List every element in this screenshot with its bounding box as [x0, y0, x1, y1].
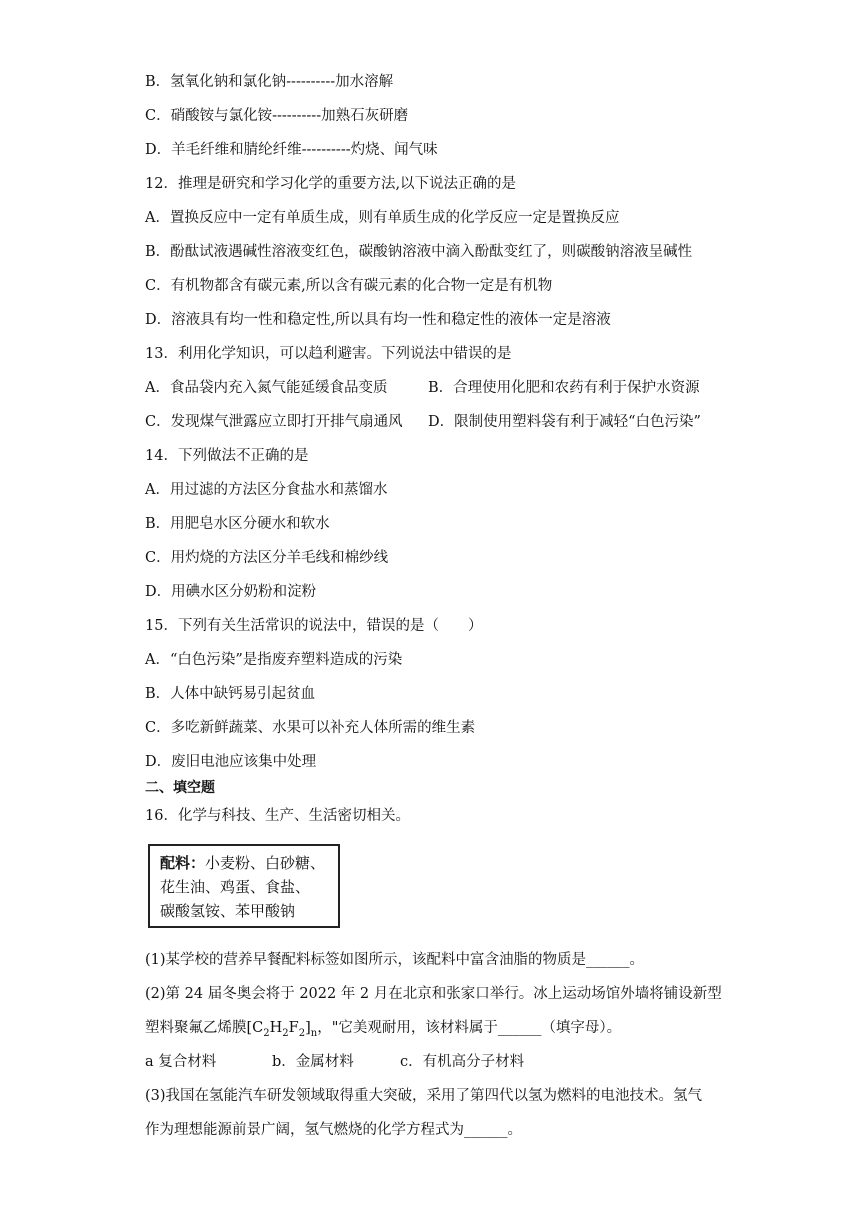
q16-part-2-line-2: 塑料聚氟乙烯膜$[C_2H_2F_2]_n$，"它美观耐用，该材料属于______（填字母）。 [145, 1020, 622, 1039]
q13-option-d: D．限制使用塑料袋有利于减轻“白色污染” [428, 414, 701, 430]
q16-part-2-choice-b: b．金属材料 [272, 1054, 354, 1070]
q11-option-c: C．硝酸铵与氯化铵----------加熟石灰研磨 [145, 108, 409, 124]
q16-part-2-choice-c: c．有机高分子材料 [400, 1054, 525, 1070]
q12-option-d: D．溶液具有均一性和稳定性,所以具有均一性和稳定性的液体一定是溶液 [145, 312, 611, 328]
q15-option-b: B．人体中缺钙易引起贫血 [145, 686, 316, 702]
q15-stem: 15．下列有关生活常识的说法中，错误的是（ ） [145, 618, 483, 634]
ingredient-label-line-1: 配料：小麦粉、白砂糖、 [160, 854, 326, 872]
ingredient-label-line-2: 花生油、鸡蛋、食盐、 [160, 878, 311, 896]
q16-part-3-line-1: (3)我国在氢能汽车研发领域取得重大突破，采用了第四代以氢为燃料的电池技术。氢气 [145, 1088, 703, 1104]
q12-option-c: C．有机物都含有碳元素,所以含有碳元素的化合物一定是有机物 [145, 278, 553, 294]
q15-option-c: C．多吃新鲜蔬菜、水果可以补充人体所需的维生素 [145, 720, 476, 736]
q14-stem: 14．下列做法不正确的是 [145, 448, 309, 464]
q15-option-d: D．废旧电池应该集中处理 [145, 754, 317, 770]
ingredient-label-line-3: 碳酸氢铵、苯甲酸钠 [160, 902, 296, 920]
q11-option-d: D．羊毛纤维和腈纶纤维----------灼烧、闻气味 [145, 142, 438, 158]
q16-part-3-line-2: 作为理想能源前景广阔，氢气燃烧的化学方程式为______。 [145, 1122, 522, 1138]
q13-option-c: C．发现煤气泄露应立即打开排气扇通风 [145, 414, 403, 430]
q12-stem: 12．推理是研究和学习化学的重要方法,以下说法正确的是 [145, 176, 517, 192]
q13-stem: 13．利用化学知识，可以趋利避害。下列说法中错误的是 [145, 346, 512, 362]
q14-option-d: D．用碘水区分奶粉和淀粉 [145, 584, 317, 600]
q16-stem: 16．化学与科技、生产、生活密切相关。 [145, 808, 410, 824]
q14-option-b: B．用肥皂水区分硬水和软水 [145, 516, 330, 532]
q14-option-a: A．用过滤的方法区分食盐水和蒸馏水 [145, 482, 388, 498]
q12-option-b: B．酚酞试液遇碱性溶液变红色，碳酸钠溶液中滴入酚酞变红了，则碳酸钠溶液呈碱性 [145, 244, 693, 260]
q13-option-a: A．食品袋内充入氮气能延缓食品变质 [145, 380, 388, 396]
q11-option-b: B．氢氧化钠和氯化钠----------加水溶解 [145, 74, 394, 90]
q12-option-a: A．置换反应中一定有单质生成，则有单质生成的化学反应一定是置换反应 [145, 210, 620, 226]
ingredient-label-figure [148, 844, 340, 928]
q15-option-a: A．“白色污染”是指废弃塑料造成的污染 [145, 652, 403, 668]
ingredient-label-keyword: 配料： [160, 854, 206, 872]
q13-option-b: B．合理使用化肥和农药有利于保护水资源 [428, 380, 700, 396]
q16-part-1: (1)某学校的营养早餐配料标签如图所示，该配料中富含油脂的物质是______。 [145, 952, 645, 968]
q16-part-2-line-1: (2)第 24 届冬奥会将于 2022 年 2 月在北京和张家口举行。冰上运动场馆外墙将铺设新型 [145, 986, 722, 1002]
q16-part-2-choice-a: a 复合材料 [145, 1054, 217, 1070]
q14-option-c: C．用灼烧的方法区分羊毛线和棉纱线 [145, 550, 389, 566]
section-heading: 二、填空题 [145, 780, 215, 796]
